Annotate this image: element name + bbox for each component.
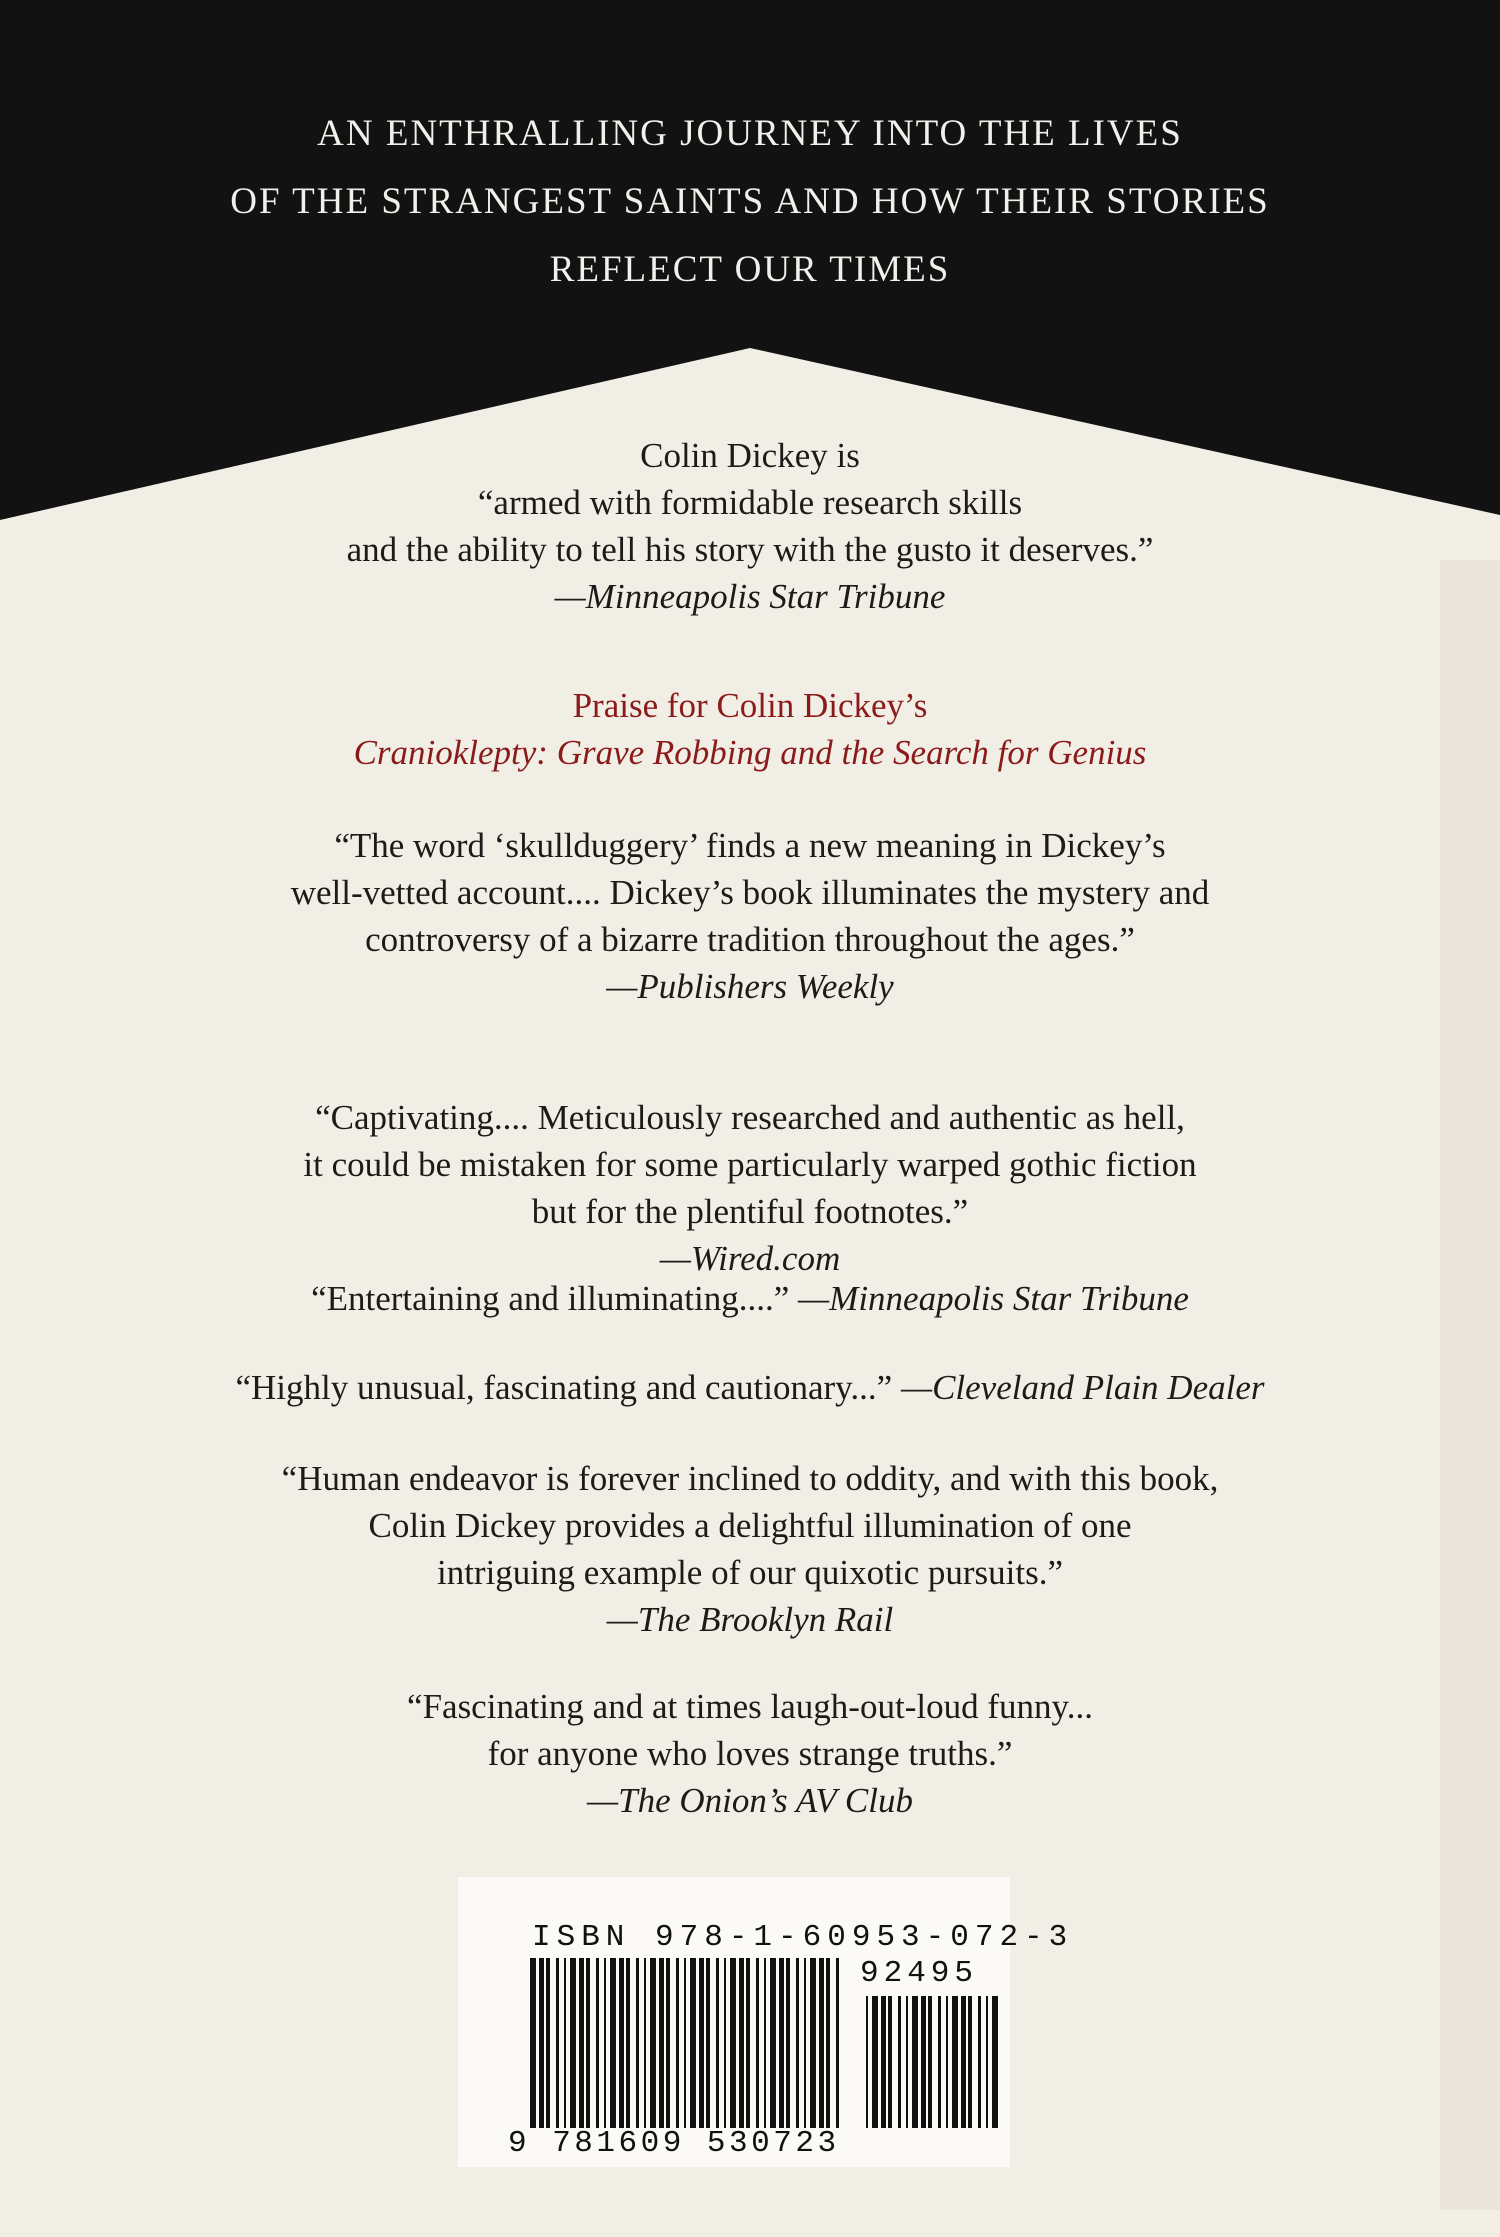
ean-bar [804, 1958, 806, 2128]
addon-bar [898, 1996, 901, 2128]
review-text: “Entertaining and illuminating....” [311, 1279, 790, 1318]
ean-bar [650, 1958, 656, 2128]
ean-bar [779, 1958, 784, 2128]
addon-bar [888, 1996, 892, 2128]
ean-bar [659, 1958, 664, 2128]
ean-bar [546, 1958, 550, 2128]
addon-bar [946, 1996, 948, 2128]
review-line: intriguing example of our quixotic pursuits.” [436, 1553, 1063, 1592]
ean-bar [819, 1958, 824, 2128]
barcode-addon-digits: 92495 [860, 1956, 979, 1991]
praise-heading: Praise for Colin Dickey’s [572, 686, 928, 725]
ean-bar [530, 1958, 536, 2128]
ean-bar [644, 1958, 646, 2128]
ean-bar [786, 1958, 790, 2128]
ean-bar [746, 1958, 750, 2128]
ean-bar [796, 1958, 799, 2128]
addon-bar [928, 1996, 932, 2128]
review-line: “Captivating.... Meticulously researched and authentic as hell, [315, 1098, 1185, 1137]
praise-book-title: Cranioklepty: Grave Robbing and the Search for Genius [353, 733, 1147, 772]
ean-bar [539, 1958, 544, 2128]
ean-bar [676, 1958, 679, 2128]
addon-bar [872, 1996, 878, 2128]
review-source: —Cleveland Plain Dealer [900, 1368, 1265, 1407]
review-line: “Fascinating and at times laugh-out-loud funny... [407, 1687, 1093, 1726]
review-line: but for the plentiful footnotes.” [531, 1192, 969, 1231]
quote-line: “armed with formidable research skills [477, 483, 1023, 522]
addon-bar [921, 1996, 926, 2128]
addon-bar [938, 1996, 941, 2128]
ean-bar [684, 1958, 686, 2128]
addon-bar [978, 1996, 981, 2128]
ean-bar [836, 1958, 839, 2128]
ean-bar [706, 1958, 710, 2128]
addon-bar [912, 1996, 918, 2128]
barcode-ean-digits: 9 781609 530723 [508, 2126, 840, 2161]
review-source: —The Brooklyn Rail [606, 1600, 894, 1639]
review-line: it could be mistaken for some particularly warped gothic fiction [303, 1145, 1197, 1184]
review-line: well-vetted account.... Dickey’s book illuminates the mystery and [290, 873, 1210, 912]
ean-bar [610, 1958, 616, 2128]
addon-bar [881, 1996, 886, 2128]
review-source: —The Onion’s AV Club [587, 1781, 913, 1820]
headline-line-3: REFLECT OUR TIMES [549, 249, 951, 290]
ean-bar [556, 1958, 559, 2128]
ean-bar [699, 1958, 704, 2128]
ean-bar [564, 1958, 566, 2128]
ean-bar [636, 1958, 639, 2128]
addon-bar [961, 1996, 966, 2128]
ean-bar [579, 1958, 584, 2128]
ean-bar [666, 1958, 670, 2128]
review-line: “The word ‘skullduggery’ finds a new meaning in Dickey’s [334, 826, 1166, 865]
ean-bar [716, 1958, 719, 2128]
ean-bar [739, 1958, 744, 2128]
ean-bar [724, 1958, 726, 2128]
ean-bar [690, 1958, 696, 2128]
ean-bar [826, 1958, 830, 2128]
addon-bar [866, 1996, 868, 2128]
addon-bar [992, 1996, 998, 2128]
ean-bar [604, 1958, 606, 2128]
review-line: Colin Dickey provides a delightful illumination of one [368, 1506, 1132, 1545]
addon-bar [986, 1996, 988, 2128]
ean-bar [756, 1958, 759, 2128]
review-source: —Wired.com [659, 1239, 841, 1278]
ean-bar [570, 1958, 576, 2128]
ean-bar [619, 1958, 624, 2128]
review-text: “Highly unusual, fascinating and cautionary...” [235, 1368, 893, 1407]
review-source: —Minneapolis Star Tribune [798, 1279, 1189, 1318]
review-source: —Publishers Weekly [606, 967, 894, 1006]
isbn-label: ISBN 978-1-60953-072-3 [532, 1920, 1074, 1955]
quote-source: —Minneapolis Star Tribune [554, 577, 946, 616]
headline-line-1: AN ENTHRALLING JOURNEY INTO THE LIVES [317, 113, 1183, 154]
ean-bar [626, 1958, 630, 2128]
quote-line: and the ability to tell his story with the gusto it deserves.” [346, 530, 1154, 569]
quote-line: Colin Dickey is [640, 436, 860, 475]
review-line: controversy of a bizarre tradition throughout the ages.” [365, 920, 1135, 959]
review-line: “Human endeavor is forever inclined to oddity, and with this book, [281, 1459, 1219, 1498]
ean-bar [730, 1958, 736, 2128]
ean-bar [764, 1958, 766, 2128]
headline-line-2: OF THE STRANGEST SAINTS AND HOW THEIR STORIES [230, 181, 1270, 222]
review-line: for anyone who loves strange truths.” [487, 1734, 1013, 1773]
addon-bar [952, 1996, 958, 2128]
addon-bar [968, 1996, 972, 2128]
ean-bar [586, 1958, 590, 2128]
addon-bar [906, 1996, 908, 2128]
ean-bar [596, 1958, 599, 2128]
ean-bar [770, 1958, 776, 2128]
ean-bar [810, 1958, 816, 2128]
